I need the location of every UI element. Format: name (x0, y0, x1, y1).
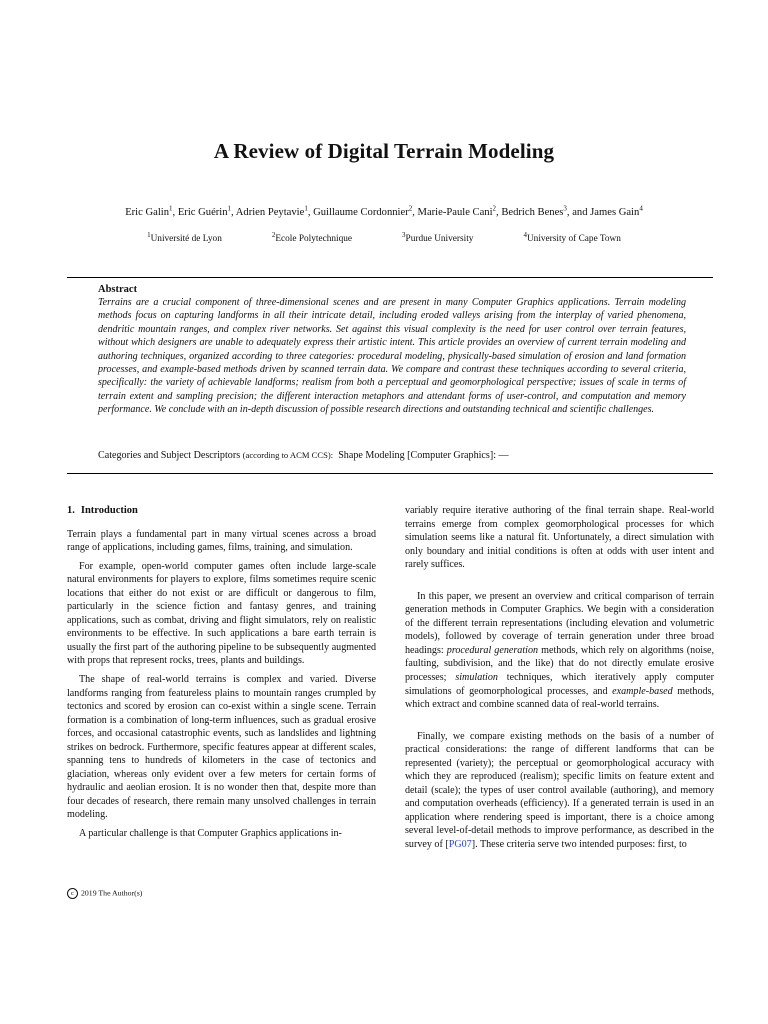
affiliation: $^1$Université de Lyon (147, 230, 222, 244)
author-list: Eric Galin$^1$, Eric Guérin$^1$, Adrien Peytavie$^1$, Guillaume Cordonnier$^2$, Marie-Paule Cani$^2$, Bedrich Benes$^3$, and James Gain$^4$ (125, 204, 643, 218)
abstract-text: Terrains are a crucial component of three-dimensional scenes and are present in many Computer Graphics applications. Terrain modeling methods focus on capturing landforms in all their intricate detail, including eroded valleys arising from the interplay of varied phenomena, dendritic mountain ranges, and complex river networks. Set against this visual complexity is the need for user control over terrain features, without which designers are unable to adequately express their artistic intent. This article provides an overview of current terrain modeling and authoring techniques, organized according to three categories: procedural modeling, physically-based simulation of erosion and land formation processes, and example-based methods driven by scanned terrain data. We compare and contrast these techniques according to several criteria, specifically: the variety of achievable landforms; realism from both a perceptual and geomorphological perspective; issues of scale in terms of terrain extent and sampling precision; the different interaction metaphors and attendant forms of user-control, and computation and memory performance. We conclude with an in-depth discussion of possible research directions and outstanding technical and scientific challenges. (98, 297, 686, 416)
paragraph: The shape of real-world terrains is complex and varied. Diverse landforms ranging from featureless plains to mountain ranges crumpled by tectonics and scored by erosion can co-exist within a single scene. Terrain formation is a combination of long-term influences, such as gradual erosive forces, and occasional catastrophic events, such as landslides and lightning strikes on bedrock. Furthermore, specific features appear at different scales, spanning tens to hundreds of kilometers in the case of tectonics and glaciation, whereas only evident over a few meters for certain forms of hydraulic and aeolian erosion. It is no wonder then that, despite more than four decades of research, there remain many unsolved challenges in terrain modeling. (67, 674, 376, 821)
paragraph: In this paper, we present an overview and critical comparison of terrain generation methods in Computer Graphics. We begin with a consideration of the different terrain representations (including elevation and volumetric models), followed by coverage of terrain generation under three broad headings: procedural generation methods, which rely on algorithms (noise, faulting, subdivision, and the like) that do not directly emulate erosive processes; simulation techniques, which iteratively apply computer simulations of geomorphological processes, and example-based methods, which extract and combine scanned data of real-world terrains. (405, 590, 714, 711)
categories-value: Shape Modeling [Computer Graphics]: — (338, 450, 509, 461)
affiliation: $^2$Ecole Polytechnique (271, 230, 353, 244)
abstract-heading: Abstract (98, 284, 138, 295)
copyright-icon: c (67, 888, 78, 899)
abstract-top-rule (67, 277, 713, 278)
author: Guillaume Cordonnier$^2$ (313, 204, 413, 218)
affiliation-list (0, 230, 768, 244)
author: James Gain$^4$ (590, 204, 643, 218)
paper-title: A Review of Digital Terrain Modeling (213, 139, 555, 163)
citation-link[interactable]: PG07 (448, 839, 472, 851)
section-title: Introduction (80, 505, 138, 516)
abstract-bottom-rule (67, 473, 713, 474)
categories-note: (according to ACM CCS): (242, 450, 334, 460)
author: Marie-Paule Cani$^2$ (417, 204, 497, 218)
affiliation: $^4$University of Cape Town (523, 230, 621, 244)
copyright-notice (67, 888, 142, 899)
categories-line (98, 450, 698, 461)
paragraph: variably require iterative authoring of the final terrain shape. Real-world terrains emerge from complex geomorphological processes for which simulation seems like a natural fit. Unfortunately, a direct simulation with only boundary and initial conditions is often at odds with user intent and rarely suffices. (405, 505, 714, 571)
author: Eric Galin$^1$ (125, 204, 173, 218)
left-column (67, 504, 376, 846)
paragraph: For example, open-world computer games often include large-scale natural environments for players to explore, films sometimes require scenic locations that either do not exist or are difficult or dangerous to film, particularly in the science fiction and fantasy genres, and training applications, such as combat, driving and flight simulators, rely on realistic environments to be effective. In such applications a bare earth terrain is usually the first part of the authoring pipeline to be subsequently augmented with props that represent rocks, trees, plants and buildings. (67, 560, 376, 667)
section-heading (67, 504, 376, 518)
author: Bedrich Benes$^3$ (501, 204, 567, 218)
author: Adrien Peytavie$^1$ (235, 204, 308, 218)
paragraph: Finally, we compare existing methods on the basis of a number of practical considerations: the range of different landforms that can be represented (variety); the perceptual or geomorphological accuracy with which they are reproduced (realism); specific limits on feature extent and detail (scale); the types of user control available (authoring), and memory and computation overheads (efficiency). If a generated terrain is used in an application where rendering speed is important, there is a choice among several level-of-detail methods to improve performance, as described in the survey of [PG07]. These criteria serve two intended purposes: first, to (405, 730, 714, 851)
paragraph: A particular challenge is that Computer Graphics applications in- (79, 828, 342, 840)
author: Eric Guérin$^1$ (177, 204, 232, 218)
right-column (405, 504, 714, 857)
paragraph: Terrain plays a fundamental part in many virtual scenes across a broad range of applications, including games, films, training, and simulation. (67, 528, 376, 554)
section-number: 1. (67, 505, 75, 516)
copyright-text: 2019 The Author(s) (81, 888, 143, 898)
categories-label: Categories and Subject Descriptors (98, 450, 241, 461)
affiliation: $^3$Purdue University (402, 230, 474, 244)
